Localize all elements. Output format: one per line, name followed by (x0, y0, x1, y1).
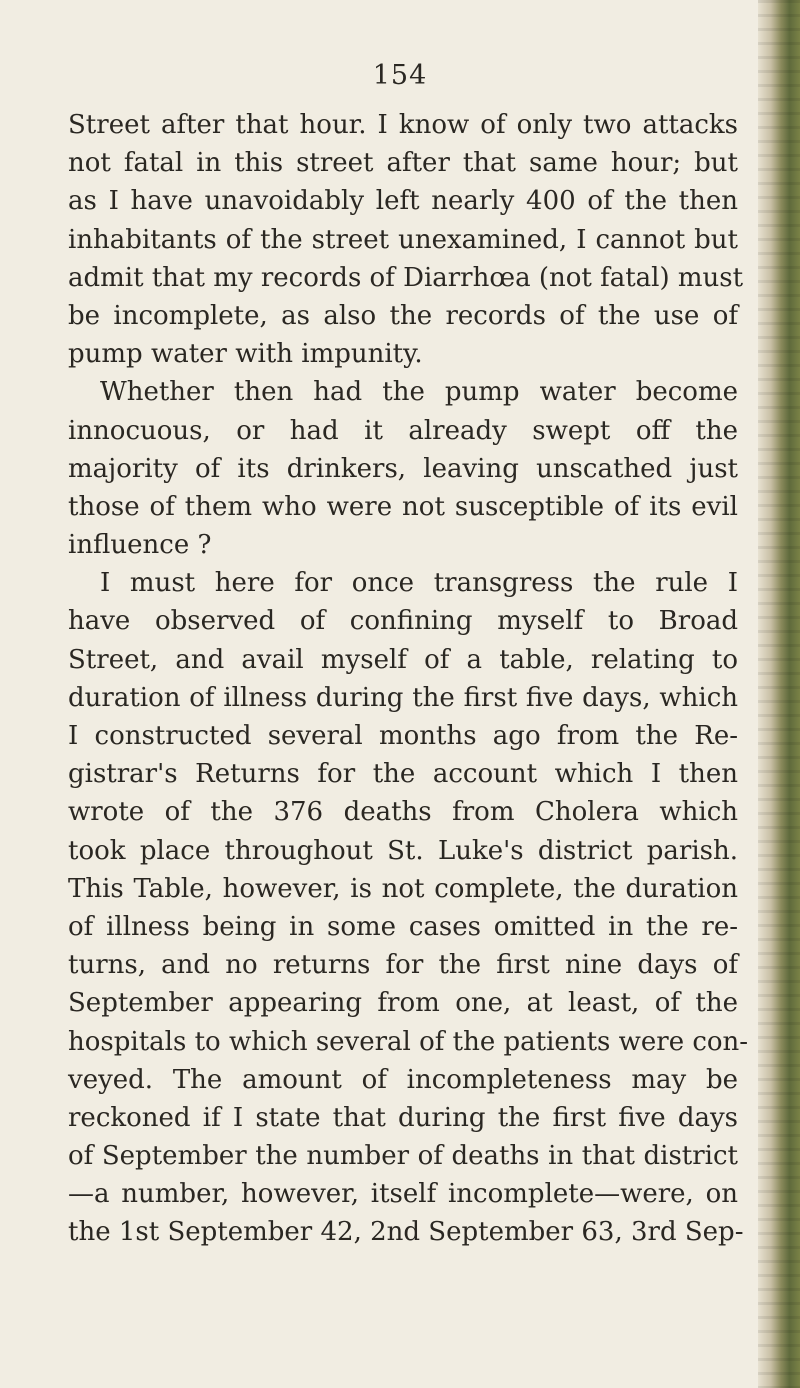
text-line: wrote of the 376 deaths from Cholera which (68, 797, 738, 828)
text-line: took place throughout St. Luke's district parish. (68, 835, 738, 866)
text-line: inhabitants of the street unexamined, I cannot but (68, 224, 738, 255)
text-line: influence ? (68, 530, 212, 561)
page-number: 154 (372, 60, 428, 91)
text-line: hospitals to which several of the patients were con- (68, 1026, 749, 1057)
text-line: pump water with impunity. (68, 339, 423, 370)
text-line: Street after that hour. I know of only two attacks (68, 110, 738, 140)
text-line: of September the number of deaths in that district (68, 1141, 738, 1172)
text-line: —a number, however, itself incomplete—were, on (68, 1179, 738, 1210)
text-line: innocuous, or had it already swept off the (68, 415, 738, 446)
text-line: Street, and avail myself of a table, relating to (68, 644, 738, 675)
text-line: turns, and no returns for the first nine days of (68, 950, 738, 981)
book-spine-edge (758, 0, 800, 1388)
text-line: This Table, however, is not complete, the duration (68, 873, 738, 904)
text-line: the 1st September 42, 2nd September 63, 3rd Sep- (68, 1217, 744, 1248)
text-line: veyed. The amount of incompleteness may be (68, 1064, 738, 1095)
text-line: not fatal in this street after that same hour; but (68, 148, 738, 179)
text-line: admit that my records of Diarrhœa (not fatal) must (68, 262, 744, 293)
body-text (68, 106, 749, 1252)
paragraph-start-line: I must here for once transgress the rule I (100, 568, 738, 599)
text-line: gistrar's Returns for the account which I then (68, 759, 738, 790)
text-line: September appearing from one, at least, of the (68, 988, 738, 1019)
text-line: majority of its drinkers, leaving unscathed just (68, 453, 738, 484)
text-line: reckoned if I state that during the first five days (68, 1102, 738, 1133)
text-line: I constructed several months ago from the Re- (68, 721, 738, 751)
text-line: be incomplete, as also the records of the use of (68, 300, 738, 331)
paragraph-start-line: Whether then had the pump water become (100, 377, 738, 408)
text-line: duration of illness during the first five days, which (68, 682, 738, 713)
text-line: those of them who were not susceptible of its evil (68, 491, 738, 522)
text-line: as I have unavoidably left nearly 400 of the then (68, 186, 738, 217)
text-line: have observed of confining myself to Broad (68, 606, 738, 637)
text-line: of illness being in some cases omitted in the re- (68, 911, 738, 942)
